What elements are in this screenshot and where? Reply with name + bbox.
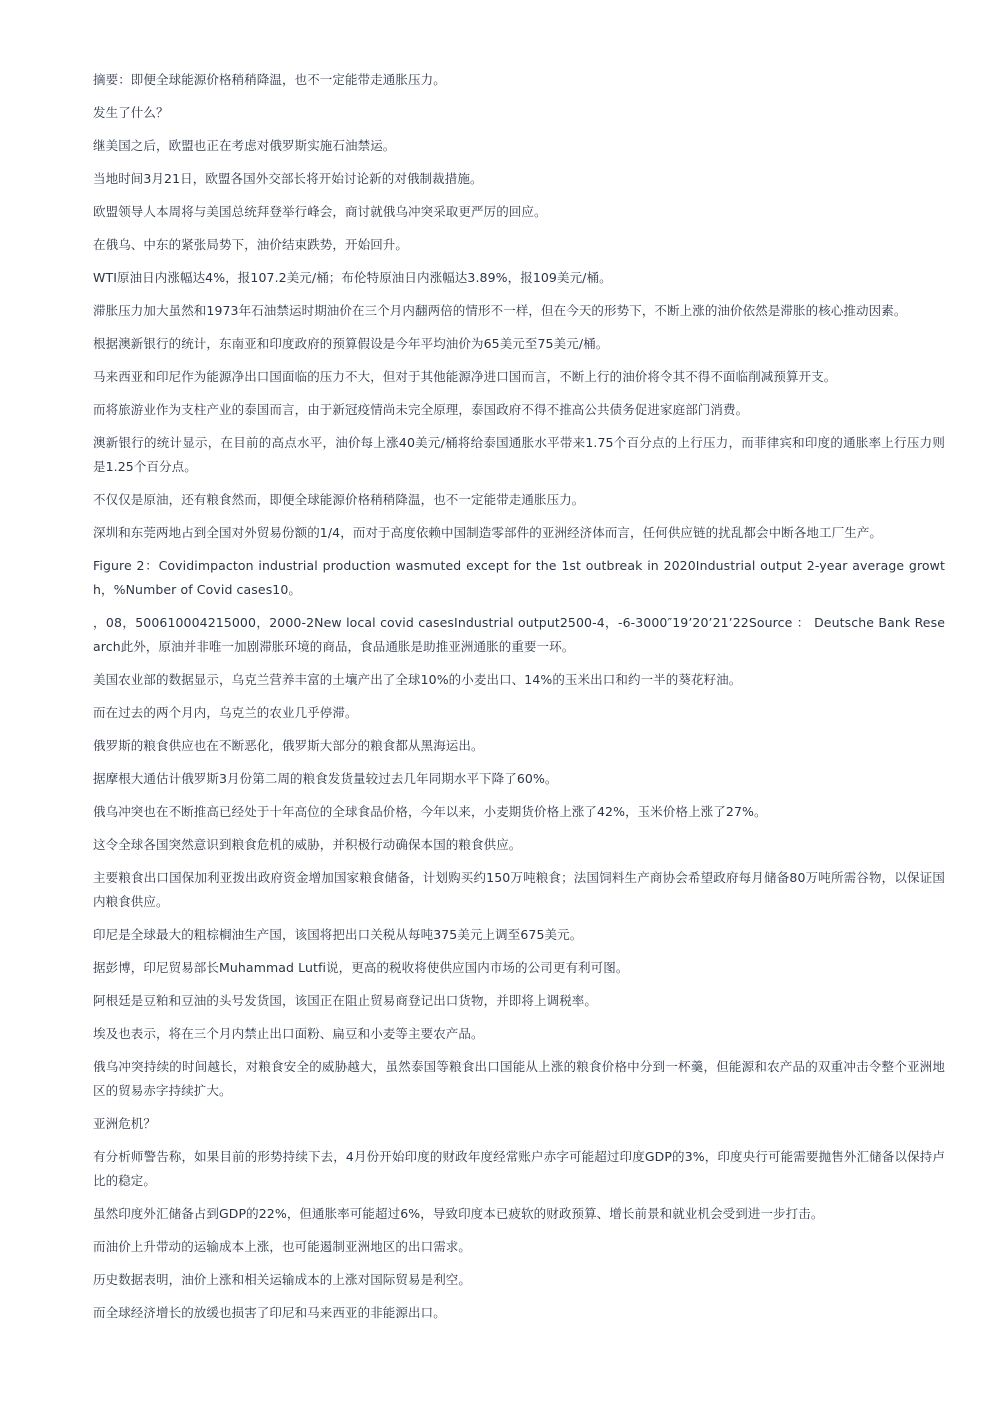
paragraph: 历史数据表明，油价上涨和相关运输成本的上涨对国际贸易是利空。 <box>93 1272 472 1287</box>
paragraph: 滞胀压力加大虽然和1973年石油禁运时期油价在三个月内翻两倍的情形不一样，但在今天的形势下，不断上涨的油价依然是滞胀的核心推动因素。 <box>93 303 907 318</box>
paragraph: 根据澳新银行的统计，东南亚和印度政府的预算假设是今年平均油价为65美元至75美元/桶。 <box>93 336 609 351</box>
paragraph: 继美国之后，欧盟也正在考虑对俄罗斯实施石油禁运。 <box>93 138 396 153</box>
paragraph: 马来西亚和印尼作为能源净出口国面临的压力不大，但对于其他能源净进口国而言，不断上行的油价将令其不得不面临削减预算开支。 <box>93 369 837 384</box>
section-heading: 亚洲危机？ <box>93 1116 157 1131</box>
paragraph: 虽然印度外汇储备占到GDP的22%，但通胀率可能超过6%，导致印度本已疲软的财政预算、增长前景和就业机会受到进一步打击。 <box>93 1206 824 1221</box>
paragraph: 俄乌冲突也在不断推高已经处于十年高位的全球食品价格，今年以来，小麦期货价格上涨了42%，玉米价格上涨了27%。 <box>93 804 767 819</box>
paragraph: ，08，500610004215000，2000-2New local covid casesIndustrial output2500-4，-6-3000″19’20’21’22Source ： Deutsche Bank Research此外，原油并非唯一加剧滞胀环境的商品，食品通胀是助推亚洲通胀的重要一环。 <box>93 615 945 654</box>
paragraph: 而将旅游业作为支柱产业的泰国而言，由于新冠疫情尚未完全原理，泰国政府不得不推高公共债务促进家庭部门消费。 <box>93 402 749 417</box>
paragraph: 阿根廷是豆粕和豆油的头号发货国，该国正在阻止贸易商登记出口货物，并即将上调税率。 <box>93 993 598 1008</box>
paragraph: 这令全球各国突然意识到粮食危机的威胁，并积极行动确保本国的粮食供应。 <box>93 837 522 852</box>
paragraph: 深圳和东莞两地占到全国对外贸易份额的1/4，而对于高度依赖中国制造零部件的亚洲经济体而言，任何供应链的扰乱都会中断各地工厂生产。 <box>93 525 883 540</box>
paragraph: 而全球经济增长的放缓也损害了印尼和马来西亚的非能源出口。 <box>93 1305 446 1320</box>
paragraph: 不仅仅是原油，还有粮食然而，即便全球能源价格稍稍降温，也不一定能带走通胀压力。 <box>93 492 585 507</box>
paragraph: 据摩根大通估计俄罗斯3月份第二周的粮食发货量较过去几年同期水平下降了60%。 <box>93 771 558 786</box>
paragraph: 澳新银行的统计显示，在目前的高点水平，油价每上涨40美元/桶将给泰国通胀水平带来1.75个百分点的上行压力，而菲律宾和印度的通胀率上行压力则是1.25个百分点。 <box>93 435 945 474</box>
paragraph: 埃及也表示，将在三个月内禁止出口面粉、扁豆和小麦等主要农产品。 <box>93 1026 484 1041</box>
section-heading: 发生了什么？ <box>93 105 169 120</box>
paragraph: 有分析师警告称，如果目前的形势持续下去，4月份开始印度的财政年度经常账户赤字可能超过印度GDP的3%，印度央行可能需要抛售外汇储备以保持卢比的稳定。 <box>93 1149 945 1188</box>
article-body <box>93 68 945 1334</box>
paragraph: 在俄乌、中东的紧张局势下，油价结束跌势，开始回升。 <box>93 237 409 252</box>
paragraph: 而在过去的两个月内，乌克兰的农业几乎停滞。 <box>93 705 358 720</box>
paragraph: 当地时间3月21日，欧盟各国外交部长将开始讨论新的对俄制裁措施。 <box>93 171 483 186</box>
paragraph: 欧盟领导人本周将与美国总统拜登举行峰会，商讨就俄乌冲突采取更严厉的回应。 <box>93 204 547 219</box>
paragraph: 而油价上升带动的运输成本上涨，也可能遏制亚洲地区的出口需求。 <box>93 1239 472 1254</box>
paragraph: 美国农业部的数据显示，乌克兰营养丰富的土壤产出了全球10%的小麦出口、14%的玉米出口和约一半的葵花籽油。 <box>93 672 742 687</box>
paragraph: WTI原油日内涨幅达4%，报107.2美元/桶；布伦特原油日内涨幅达3.89%，报109美元/桶。 <box>93 270 612 285</box>
paragraph: 主要粮食出口国保加利亚拨出政府资金增加国家粮食储备，计划购买约150万吨粮食；法国饲料生产商协会希望政府每月储备80万吨所需谷物，以保证国内粮食供应。 <box>93 870 945 909</box>
summary-paragraph: 摘要：即便全球能源价格稍稍降温，也不一定能带走通胀压力。 <box>93 72 446 87</box>
figure-caption: Figure 2：Covidimpacton industrial production wasmuted except for the 1st outbreak in 2020Industrial output 2-year average growth，%Number of Covid cases10。 <box>93 558 945 597</box>
paragraph: 俄罗斯的粮食供应也在不断恶化，俄罗斯大部分的粮食都从黑海运出。 <box>93 738 484 753</box>
paragraph: 印尼是全球最大的粗棕榈油生产国，该国将把出口关税从每吨375美元上调至675美元。 <box>93 927 583 942</box>
paragraph: 据彭博，印尼贸易部长Muhammad Lutfi说，更高的税收将使供应国内市场的公司更有利可图。 <box>93 960 629 975</box>
paragraph: 俄乌冲突持续的时间越长，对粮食安全的威胁越大，虽然泰国等粮食出口国能从上涨的粮食价格中分到一杯羹，但能源和农产品的双重冲击令整个亚洲地区的贸易赤字持续扩大。 <box>93 1059 945 1098</box>
